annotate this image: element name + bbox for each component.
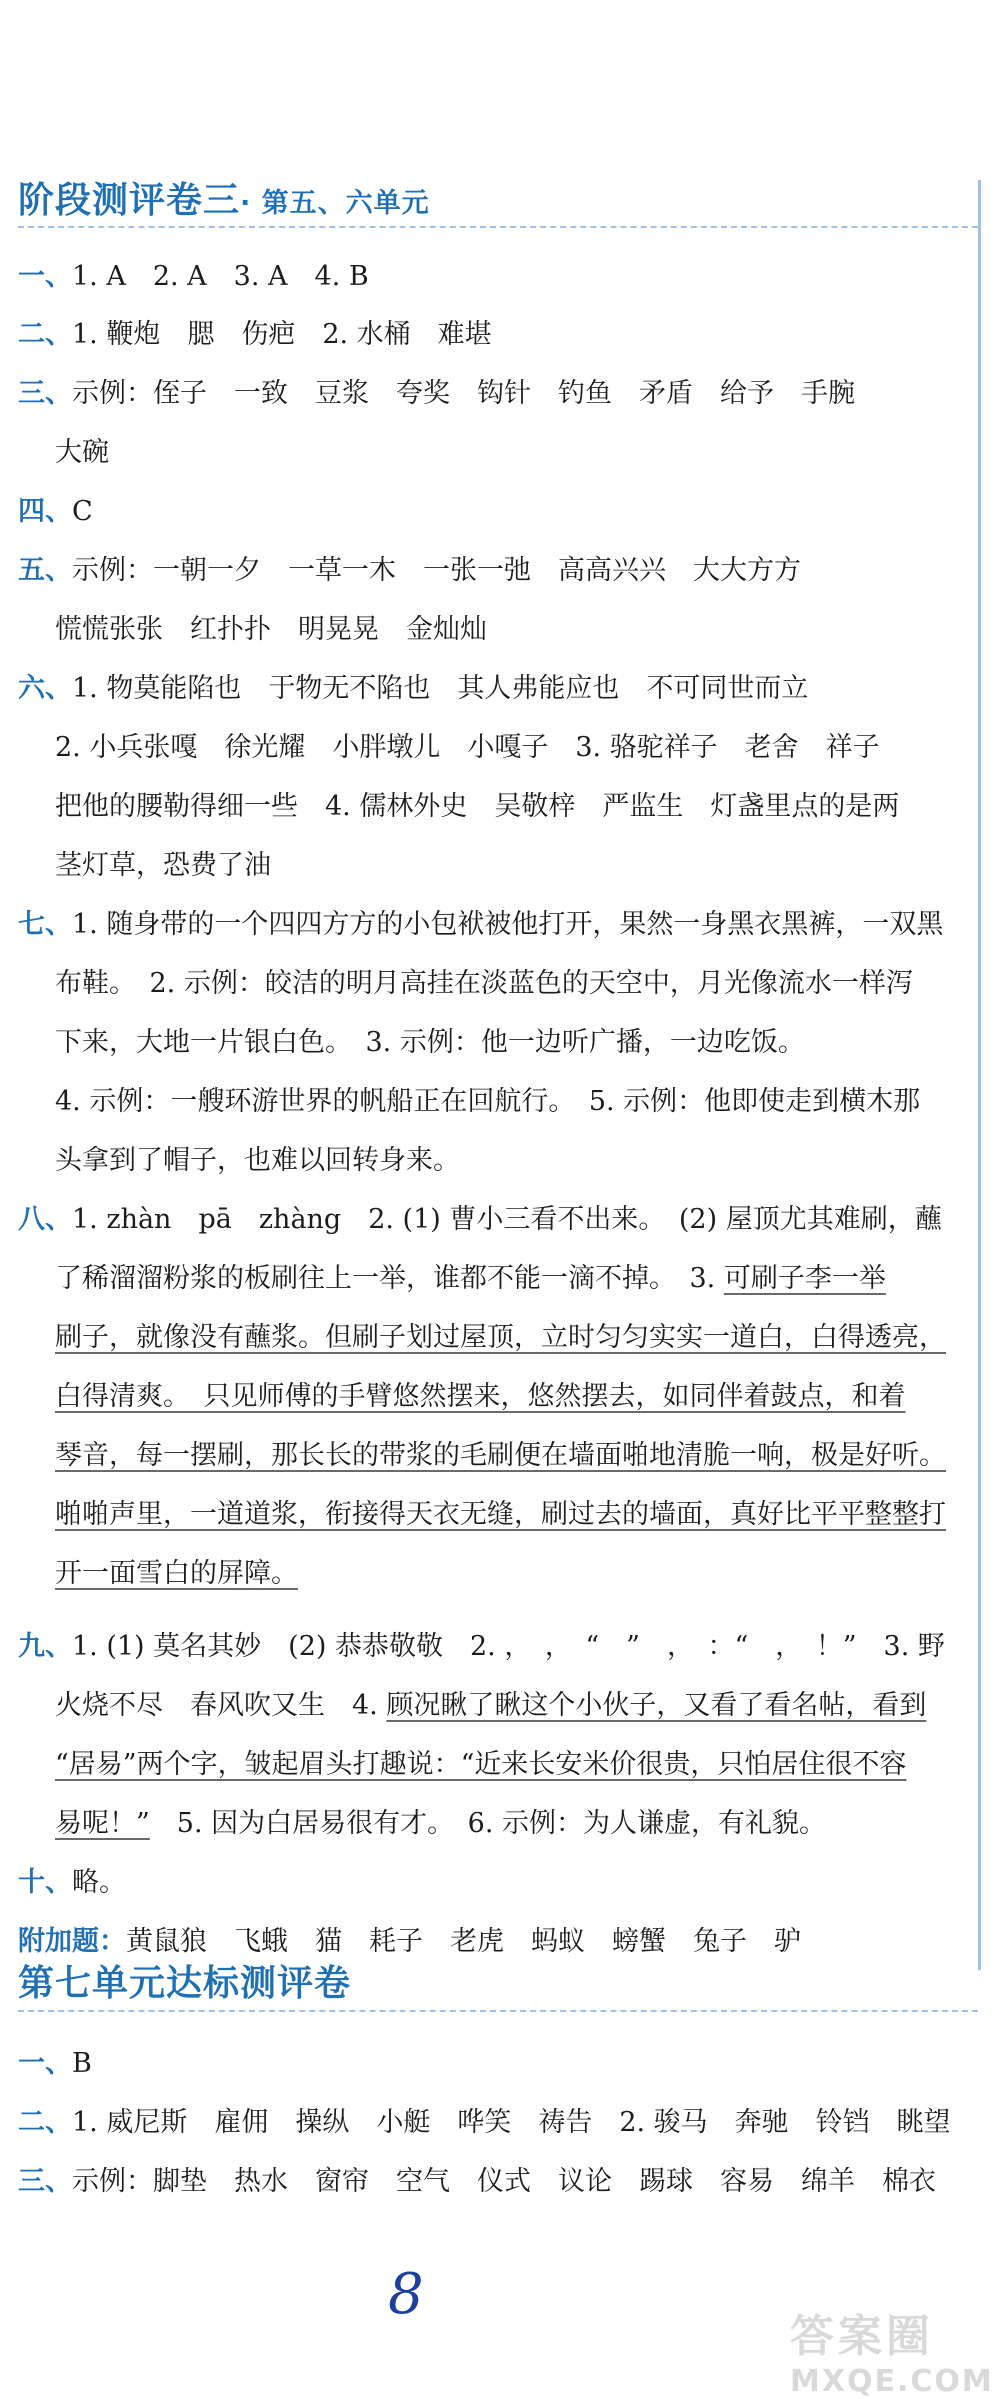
answer-text: B: [72, 2048, 92, 2079]
section-title-main: 第七单元达标测评卷: [18, 1963, 352, 2004]
answer-line: [55, 1139, 978, 1183]
answer-text: 1. A 2. A 3. A 4. B: [72, 261, 369, 292]
section-title: [18, 1955, 351, 2006]
answer-line: [55, 608, 978, 652]
answer-line: [55, 1375, 978, 1419]
answer-text: 1. 随身带的一个四四方方的小包袱被他打开，果然一身黑衣黑裤，一双黑: [72, 909, 944, 940]
answer-line: [18, 1861, 978, 1905]
answer-line: [18, 372, 978, 416]
underlined-answer: 白得清爽。: [55, 1381, 177, 1412]
underlined-answer: 只见师傅的手臂悠然摆来，悠然摆去，如同伴着鼓点，和着: [176, 1381, 906, 1412]
answer-text: 火烧不尽 春风吹又生 4.: [55, 1690, 387, 1721]
question-number: 六、: [18, 673, 72, 704]
section-title: [18, 172, 430, 223]
watermark-logo: [790, 2300, 995, 2399]
answer-text: 茎灯草，恐费了油: [55, 850, 271, 881]
answer-text: 布鞋。 2. 示例：皎洁的明月高挂在淡蓝色的天空中，月光像流水一样泻: [55, 968, 913, 999]
answer-text: 了稀溜溜粉浆的板刷往上一举，谁都不能一滴不掉。 3.: [55, 1263, 724, 1294]
question-number: 十、: [18, 1867, 72, 1898]
question-number: 三、: [18, 378, 72, 409]
question-number: 八、: [18, 1204, 72, 1235]
answer-line: [18, 667, 978, 711]
underlined-answer: 刷子，就像没有蘸浆。但刷子划过屋顶，立时匀匀实实一道白，白得透亮，: [55, 1322, 946, 1353]
answer-line: [18, 1198, 978, 1242]
watermark-cn: 答案圈: [790, 2311, 934, 2362]
question-number: 五、: [18, 555, 72, 586]
underlined-answer: 顾况瞅了瞅这个小伙子，又看了看名帖，看到: [386, 1690, 927, 1721]
answer-text: 1. 鞭炮 腮 伤疤 2. 水桶 难堪: [72, 319, 492, 350]
answer-text: 1. (1) 莫名其妙 (2) 恭恭敬敬 2. ， ， “ ” ， ：“ ， ！” 3. 野: [72, 1631, 945, 1662]
answer-line: [18, 255, 978, 299]
question-number: 二、: [18, 2107, 72, 2138]
answer-line: [55, 1080, 978, 1124]
answer-line: [55, 962, 978, 1006]
answer-text: 示例：脚垫 热水 窗帘 空气 仪式 议论 踢球 容易 绵羊 棉衣: [72, 2166, 936, 2197]
answer-text: 把他的腰勒得细一些 4. 儒林外史 吴敬梓 严监生 灯盏里点的是两: [55, 791, 900, 822]
answer-line: [18, 2160, 978, 2204]
question-number: 三、: [18, 2166, 72, 2197]
answer-line: [18, 313, 978, 357]
page-number: 8: [388, 2262, 424, 2327]
section-divider: [18, 226, 978, 228]
answer-text: 大碗: [55, 437, 109, 468]
answer-line: [55, 1316, 978, 1360]
answer-line: [18, 549, 978, 593]
answer-text: 示例：一朝一夕 一草一木 一张一弛 高高兴兴 大大方方: [72, 555, 801, 586]
answer-text: 示例：侄子 一致 豆浆 夸奖 钩针 钓鱼 矛盾 给予 手腕: [72, 378, 855, 409]
answer-line: [18, 1625, 978, 1669]
answer-text: 1. zhàn pā zhàng 2. (1) 曹小三看不出来。 (2) 屋顶尤其难刷，蘸: [72, 1204, 942, 1235]
answer-text: 略。: [72, 1867, 126, 1898]
answer-line: [55, 1257, 978, 1301]
watermark-en: MXQE.COM: [790, 2364, 994, 2399]
question-number: 一、: [18, 261, 72, 292]
answer-line: [55, 1743, 978, 1787]
answer-line: [55, 1802, 978, 1846]
section-title-main: 阶段测评卷三: [18, 180, 241, 221]
question-number: 附加题：: [18, 1926, 126, 1957]
section-divider: [18, 2010, 978, 2012]
underlined-answer: “居易”两个字，皱起眉头打趣说：“近来长安米价很贵，只怕居住很不容: [55, 1749, 907, 1780]
answer-text: 黄鼠狼 飞蛾 猫 耗子 老虎 蚂蚁 螃蟹 兔子 驴: [126, 1926, 801, 1957]
answer-text: 下来，大地一片银白色。 3. 示例：他一边听广播，一边吃饭。: [55, 1027, 805, 1058]
question-number: 九、: [18, 1631, 72, 1662]
answer-text: 5. 因为白居易很有才。 6. 示例：为人谦虚，有礼貌。: [149, 1808, 826, 1839]
underlined-answer: 可刷子李一举: [723, 1263, 886, 1294]
answer-text: 2. 小兵张嘎 徐光耀 小胖墩儿 小嘎子 3. 骆驼祥子 老舍 祥子: [55, 732, 880, 763]
underlined-answer: 啪啪声里，一道道浆，衔接得天衣无缝，刷过去的墙面，真好比平平整整打: [55, 1499, 946, 1530]
underlined-answer: 易呢！”: [55, 1808, 150, 1839]
answer-text: C: [72, 496, 93, 527]
answer-line: [55, 1684, 978, 1728]
answer-text: 头拿到了帽子，也难以回转身来。: [55, 1145, 460, 1176]
answer-text: 慌慌张张 红扑扑 明晃晃 金灿灿: [55, 614, 487, 645]
margin-rule: [978, 180, 981, 1970]
answer-line: [55, 1493, 978, 1537]
answer-line: [18, 490, 978, 534]
answer-line: [18, 2042, 978, 2086]
question-number: 二、: [18, 319, 72, 350]
answer-line: [55, 1552, 978, 1596]
answer-line: [55, 726, 978, 770]
question-number: 四、: [18, 496, 72, 527]
answer-text: 1. 物莫能陷也 于物无不陷也 其人弗能应也 不可同世而立: [72, 673, 809, 704]
question-number: 七、: [18, 909, 72, 940]
answer-line: [55, 1434, 978, 1478]
question-number: 一、: [18, 2048, 72, 2079]
answer-line: [18, 2101, 978, 2145]
answer-line: [55, 431, 978, 475]
answer-text: 4. 示例：一艘环游世界的帆船正在回航行。 5. 示例：他即使走到横木那: [55, 1086, 921, 1117]
section-title-sub: · 第五、六单元: [240, 188, 430, 219]
answer-line: [55, 1021, 978, 1065]
answer-line: [55, 844, 978, 888]
answer-line: [18, 903, 978, 947]
underlined-answer: 开一面雪白的屏障。: [55, 1558, 298, 1589]
answer-text: 1. 威尼斯 雇佣 操纵 小艇 哗笑 祷告 2. 骏马 奔驰 铃铛 眺望: [72, 2107, 951, 2138]
underlined-answer: 琴音，每一摆刷，那长长的带浆的毛刷便在墙面啪地清脆一响，极是好听。: [55, 1440, 946, 1471]
answer-line: [55, 785, 978, 829]
